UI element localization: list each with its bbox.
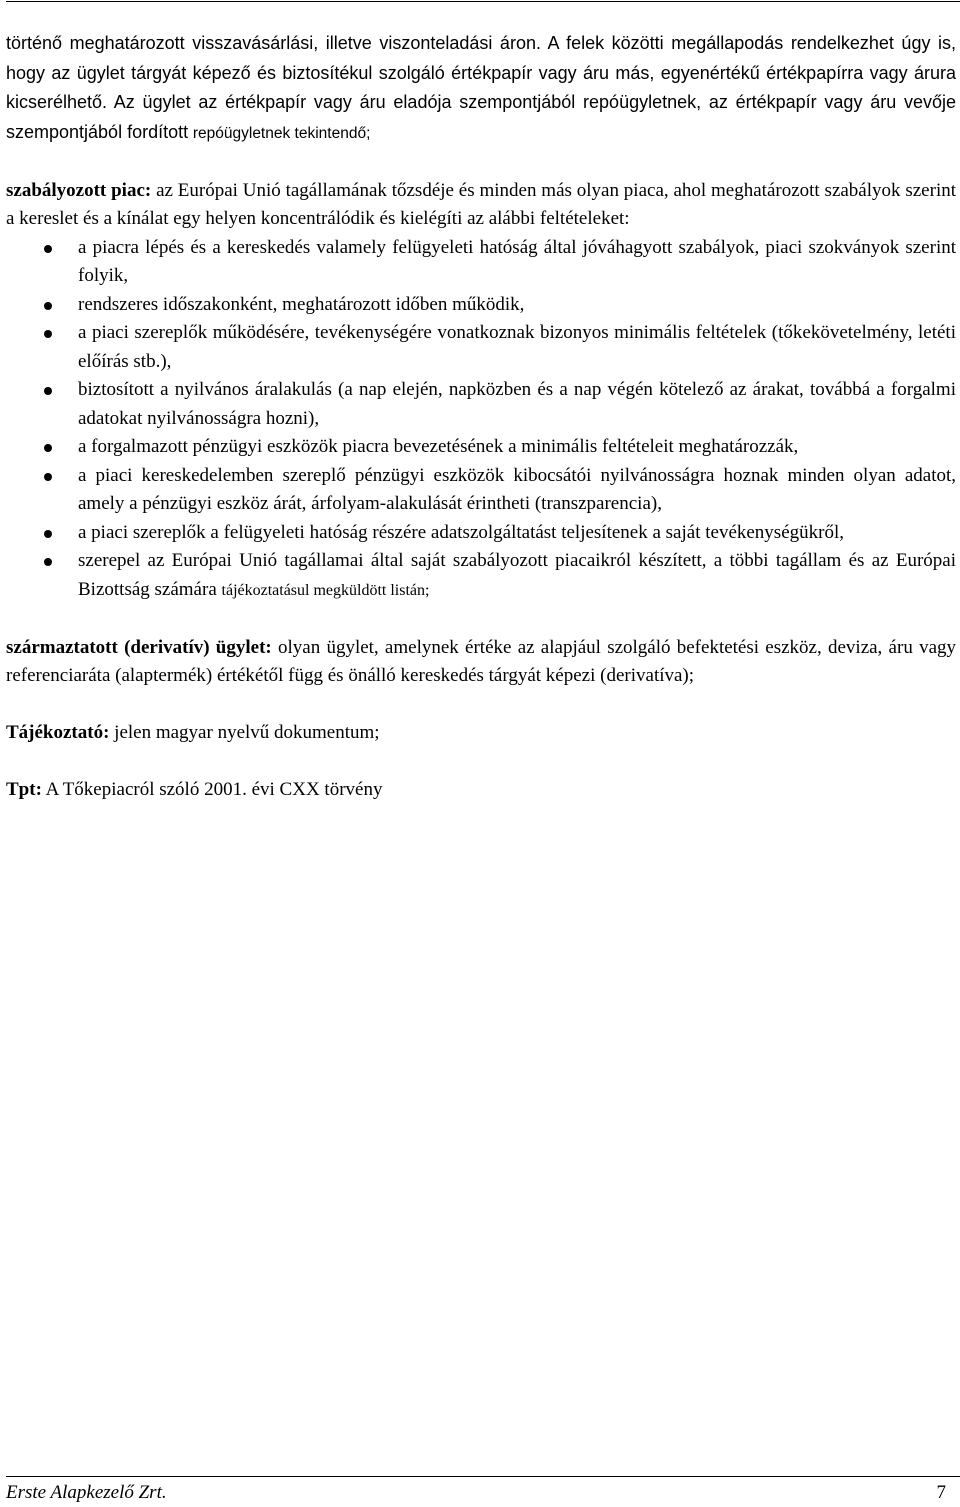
list-item: biztosított a nyilvános áralakulás (a nap elején, napközben és a nap végén kötelező az árakat, továbbá a forgalmi adatokat nyilvánosságra hozni),: [6, 376, 956, 433]
tpt-text: A Tőkepiacról szóló 2001. évi CXX törvény: [45, 779, 383, 800]
spacer: [6, 691, 956, 720]
derivative-text: olyan ügylet, amelynek értéke az alapjául szolgáló befektetési eszköz, deviza, áru vagy referenciaráta (alaptermék) értékétől függ és önálló kereskedés tárgyát képezi (derivatíva);: [6, 636, 956, 686]
page-footer: [6, 1480, 946, 1506]
derivative-definition: [6, 634, 956, 691]
tpt-term: Tpt:: [6, 779, 42, 800]
footer-rule: [6, 1476, 960, 1477]
page-number: 7: [936, 1482, 946, 1503]
list-item-text: szerepel az Európai Unió tagállamai által saját szabályozott piacaikról készített, a többi tagállam és az Európai Bizottság számára: [78, 550, 956, 600]
tpt-definition: [6, 776, 956, 805]
spacer: [6, 605, 956, 634]
list-item: a piaci kereskedelemben szereplő pénzügyi eszközök kibocsátói nyilvánosságra hoznak minden olyan adatot, amely a pénzügyi eszköz árát, árfolyam-alakulását érintheti (transzparencia),: [6, 462, 956, 519]
intro-text-small: repóügyletnek tekintendő;: [192, 124, 371, 142]
intro-text: történő meghatározott visszavásárlási, illetve viszonteladási áron. A felek közötti megállapodás rendelkezhet úgy is, hogy az ügylet tárgyát képező és biztosítékul szolgáló értékpapír vagy áru más, egyenértékű értékpapírra vagy árura kicserélhető. Az ügylet az értékpapír vagy áru eladója szempontjából repóügyletnek, az értékpapír vagy áru vevője szempontjából fordított: [6, 33, 956, 142]
spacer: [6, 748, 956, 777]
conditions-list: [6, 234, 956, 606]
footer-company: Erste Alapkezelő Zrt.: [6, 1482, 167, 1503]
list-item: [6, 547, 956, 605]
regulated-market-term: szabályozott piac:: [6, 179, 152, 201]
intro-paragraph: [6, 29, 956, 148]
tajekoztato-text: jelen magyar nyelvű dokumentum;: [114, 722, 380, 743]
list-item: a forgalmazott pénzügyi eszközök piacra bevezetésének a minimális feltételeit meghatározzák,: [6, 433, 956, 462]
list-item: a piaci szereplők működésére, tevékenységére vonatkoznak bizonyos minimális feltételek (tőkekövetelmény, letéti előírás stb.),: [6, 319, 956, 376]
spacer: [6, 148, 956, 177]
derivative-term: származtatott (derivatív) ügylet:: [6, 636, 272, 658]
regulated-market-text: az Európai Unió tagállamának tőzsdéje és minden más olyan piaca, ahol meghatározott szabályok szerint a kereslet és a kínálat egy helyen koncentrálódik és kielégíti az alábbi feltételeket:: [6, 179, 957, 229]
header-rule: [6, 1, 960, 2]
regulated-market-definition: [6, 177, 956, 234]
list-item: a piaci szereplők a felügyeleti hatóság részére adatszolgáltatást teljesítenek a saját tevékenységükről,: [6, 519, 956, 548]
document-body: [6, 29, 956, 805]
list-item-text-small: tájékoztatásul megküldött listán;: [221, 581, 430, 599]
tajekoztato-definition: [6, 719, 956, 748]
list-item: rendszeres időszakonként, meghatározott időben működik,: [6, 291, 956, 320]
list-item: a piacra lépés és a kereskedés valamely felügyeleti hatóság által jóváhagyott szabályok, piaci szokványok szerint folyik,: [6, 234, 956, 291]
tajekoztato-term: Tájékoztató:: [6, 722, 110, 743]
